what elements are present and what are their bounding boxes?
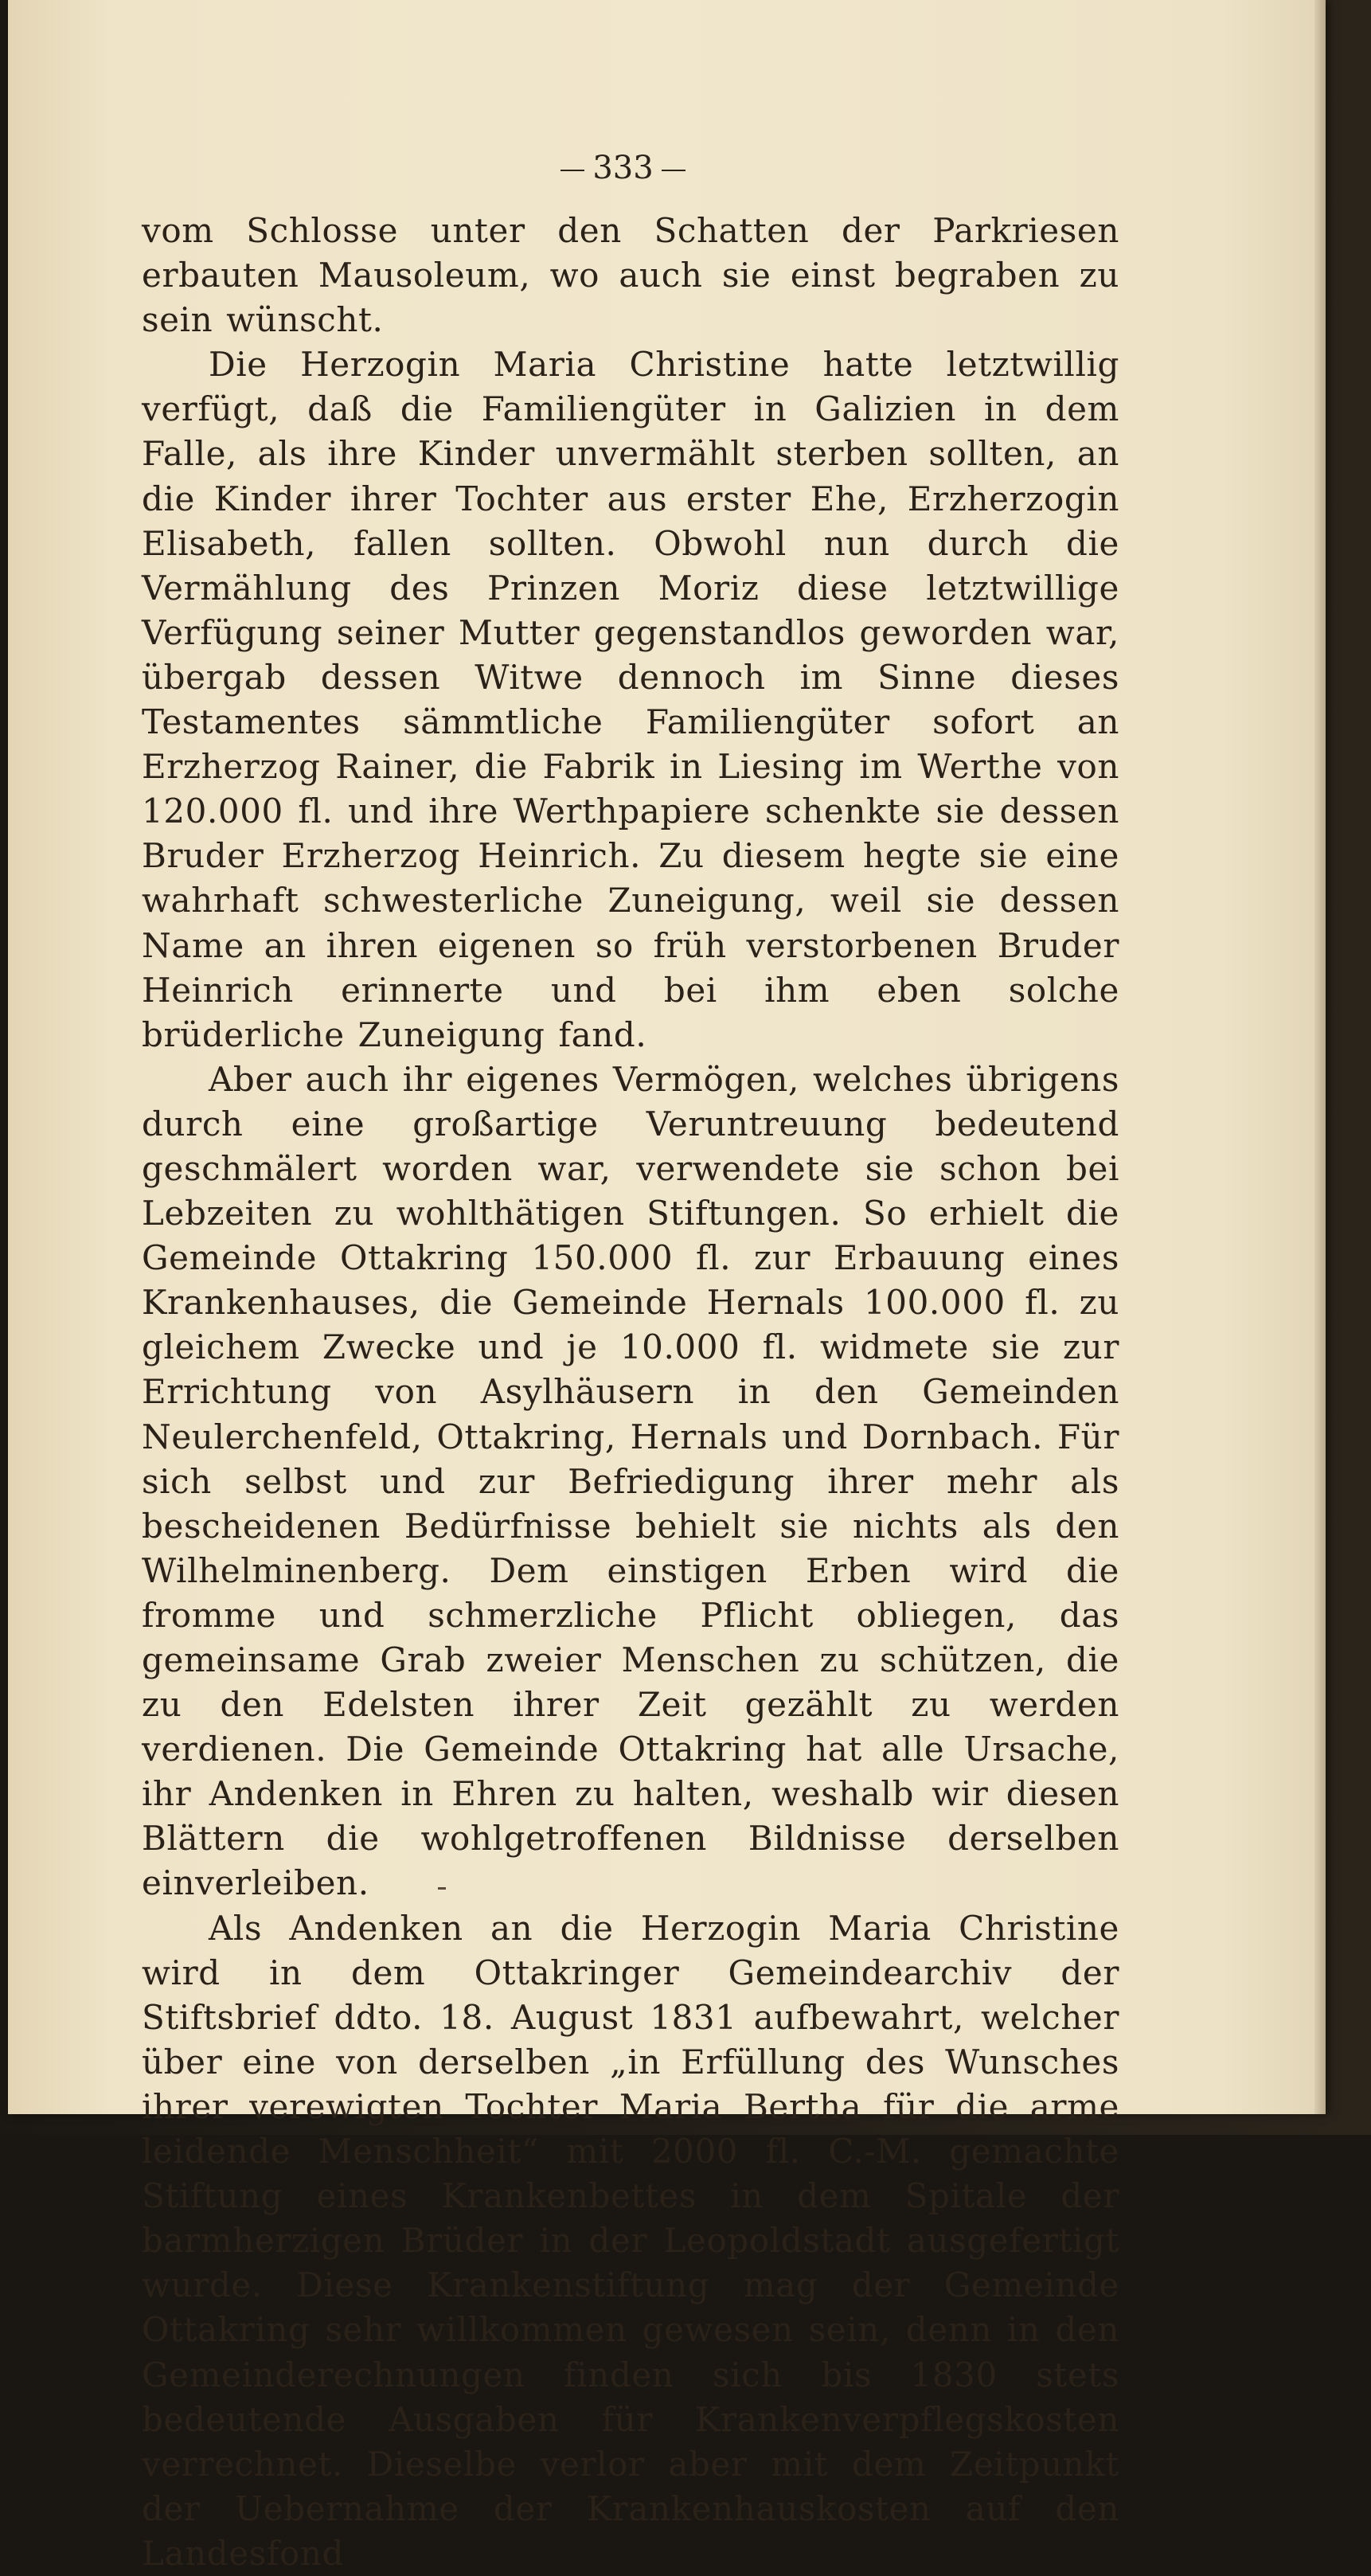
- page-number-header: [8, 150, 1238, 186]
- footer-mark: [438, 1887, 446, 1890]
- paragraph-continuation: vom Schlosse unter den Schatten der Parkriesen erbauten Mausoleum, wo auch sie einst begraben zu sein wünscht.: [142, 211, 1119, 340]
- paragraph-memorial: Als Andenken an die Herzogin Maria Christine wird in dem Ottakringer Gemeindearchiv der Stiftsbrief ddto. 18. August 1831 aufbewahrt, welcher über eine von derselben „in Erfüllung des Wunsches ihrer verewigten Tochter Maria Bertha für die arme leidende Menschheit“ mit 2000 fl. C.-M. gemachte Stiftung eines Krankenbettes in dem Spitale der barmherzigen Brüder in der Leopoldstadt ausgefertigt wurde. Diese Krankenstiftung mag der Gemeinde Ottakring sehr willkommen gewesen sein, denn in den Gemeinderechnungen finden sich bis 1830 stets bedeutende Ausgaben für Krankenverpflegskosten verrechnet. Dieselbe verlor aber mit dem Zeitpunkt der Uebernahme der Krankenhauskosten auf den Landesfond: [142, 1908, 1119, 2573]
- header-dash-right: [662, 170, 686, 171]
- book-page: [8, 0, 1326, 2573]
- header-dash-left: [561, 170, 584, 171]
- page-number: 333: [592, 150, 654, 186]
- paragraph-testament: Die Herzogin Maria Christine hatte letztwillig verfügt, daß die Familiengüter in Galizien in dem Falle, als ihre Kinder unvermählt sterben sollten, an die Kinder ihrer Tochter aus erster Ehe, Erzherzogin Elisabeth, fallen sollten. Obwohl nun durch die Vermählung des Prinzen Moriz diese letztwillige Verfügung seiner Mutter gegenstandlos geworden war, übergab dessen Witwe dennoch im Sinne dieses Testamentes sämmtliche Familiengüter sofort an Erzherzog Rainer, die Fabrik in Liesing im Werthe von 120.000 fl. und ihre Werthpapiere schenkte sie dessen Bruder Erzherzog Heinrich. Zu diesem hegte sie eine wahrhaft schwesterliche Zuneigung, weil sie dessen Name an ihren eigenen so früh verstorbenen Bruder Heinrich erinnerte und bei ihm eben solche brüderliche Zuneigung fand.: [142, 345, 1119, 1054]
- paragraph-foundations: Aber auch ihr eigenes Vermögen, welches übrigens durch eine großartige Veruntreuung bedeutend geschmälert worden war, verwendete sie schon bei Lebzeiten zu wohlthätigen Stiftungen. So erhielt die Gemeinde Ottakring 150.000 fl. zur Erbauung eines Krankenhauses, die Gemeinde Hernals 100.000 fl. zu gleichem Zwecke und je 10.000 fl. widmete sie zur Errichtung von Asylhäusern in den Gemeinden Neulerchenfeld, Ottakring, Hernals und Dornbach. Für sich selbst und zur Befriedigung ihrer mehr als bescheidenen Bedürfnisse behielt sie nichts als den Wilhelminenberg. Dem einstigen Erben wird die fromme und schmerzliche Pflicht obliegen, das gemeinsame Grab zweier Menschen zu schützen, die zu den Edelsten ihrer Zeit gezählt zu werden verdienen. Die Gemeinde Ottakring hat alle Ursache, ihr Andenken in Ehren zu halten, weshalb wir diesen Blättern die wohlgetroffenen Bildnisse derselben einverleiben.: [142, 1059, 1119, 1903]
- body-text: [142, 209, 1119, 2576]
- page-edge: [1314, 0, 1326, 2114]
